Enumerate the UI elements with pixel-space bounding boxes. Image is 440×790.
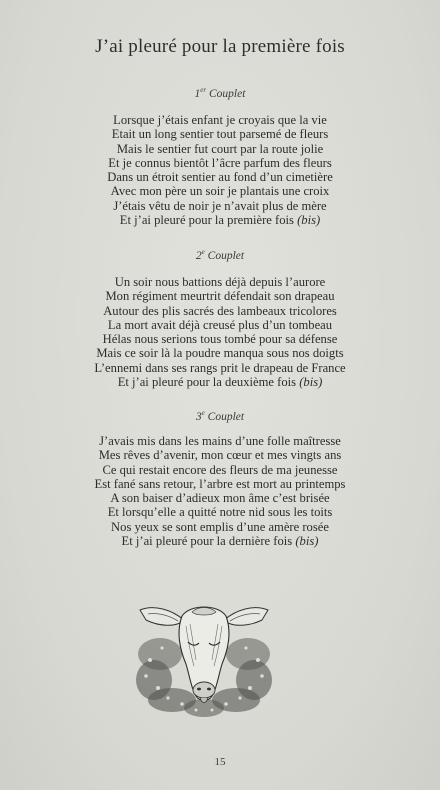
bis-marker: (bis) — [295, 534, 319, 549]
verse-line: Est fané sans retour, l’arbre est mort au printemps — [94, 476, 346, 491]
refrain-line — [0, 534, 440, 548]
verse-line: Mon régiment meurtrit défendait son drapeau — [105, 289, 335, 304]
verse-line: L’ennemi dans ses rangs prit le drapeau de France — [94, 360, 346, 375]
calf-head-engraving-icon — [132, 596, 276, 720]
verse-line: J’avais mis dans les mains d’une folle maîtresse — [99, 434, 341, 448]
poem-title: J’ai pleuré pour la première fois — [95, 36, 345, 57]
verse-line: Et lorsqu’elle a quitté notre nid sous les toits — [107, 505, 333, 520]
verse-line: La mort avait déjà creusé plus d’un tombeau — [107, 317, 333, 332]
verse-line: Mes rêves d’avenir, mon cœur et mes vingts ans — [98, 448, 342, 463]
page-number: 15 — [214, 756, 226, 768]
couplet-2-word: Couplet — [207, 250, 245, 262]
verse-line: Dans un étroit sentier au fond d’un cimetière — [107, 170, 333, 185]
verse-line: Etait un long sentier tout parsemé de fleurs — [111, 127, 329, 142]
couplet-2-heading — [0, 250, 440, 262]
couplet-2-ordinal: e — [201, 248, 205, 257]
refrain-line — [0, 213, 440, 227]
couplet-2-stanza — [0, 275, 440, 389]
verse-line: Hélas nous serions tous tombé pour sa défense — [102, 332, 338, 347]
couplet-1-ordinal: er — [200, 86, 207, 95]
verse-line: A son baiser d’adieux mon âme c’est brisée — [110, 491, 330, 506]
refrain-text: Et j’ai pleuré pour la deuxième fois — [117, 375, 297, 390]
couplet-3-number: 3 — [195, 411, 202, 423]
verse-line: Autour des plis sacrés des lambeaux tricolores — [103, 303, 337, 318]
verse-line: Ce qui restait encore des fleurs de ma jeunesse — [102, 462, 338, 477]
couplet-1-heading — [0, 88, 440, 100]
couplet-3-stanza — [0, 434, 440, 548]
refrain-line — [0, 375, 440, 389]
couplet-1-stanza — [0, 113, 440, 227]
couplet-2-number: 2 — [195, 250, 202, 262]
verse-line: Et je connus bientôt l’âcre parfum des fleurs — [108, 155, 332, 170]
couplet-3-word: Couplet — [207, 411, 245, 423]
verse-line: Mais ce soir là la poudre manqua sous nos doigts — [96, 346, 344, 361]
verse-line: Nos yeux se sont emplis d’une amère rosée — [111, 519, 329, 534]
couplet-1-word: Couplet — [209, 88, 246, 100]
couplet-3-ordinal: e — [201, 409, 205, 418]
bis-marker: (bis) — [299, 375, 323, 390]
refrain-text: Et j’ai pleuré pour la première fois — [119, 213, 294, 228]
refrain-text: Et j’ai pleuré pour la dernière fois — [121, 534, 293, 549]
verse-line: Un soir nous battions déjà depuis l’aurore — [114, 275, 326, 289]
verse-line: Mais le sentier fut court par la route jolie — [116, 141, 324, 156]
couplet-3-heading — [0, 411, 440, 423]
bis-marker: (bis) — [297, 213, 321, 228]
couplet-1-number: 1 — [194, 88, 201, 100]
verse-line: J’étais vêtu de noir je n’avait plus de mère — [113, 198, 327, 213]
verse-line: Lorsque j’étais enfant je croyais que la vie — [113, 113, 327, 127]
verse-line: Avec mon père un soir je plantais une croix — [110, 184, 330, 199]
